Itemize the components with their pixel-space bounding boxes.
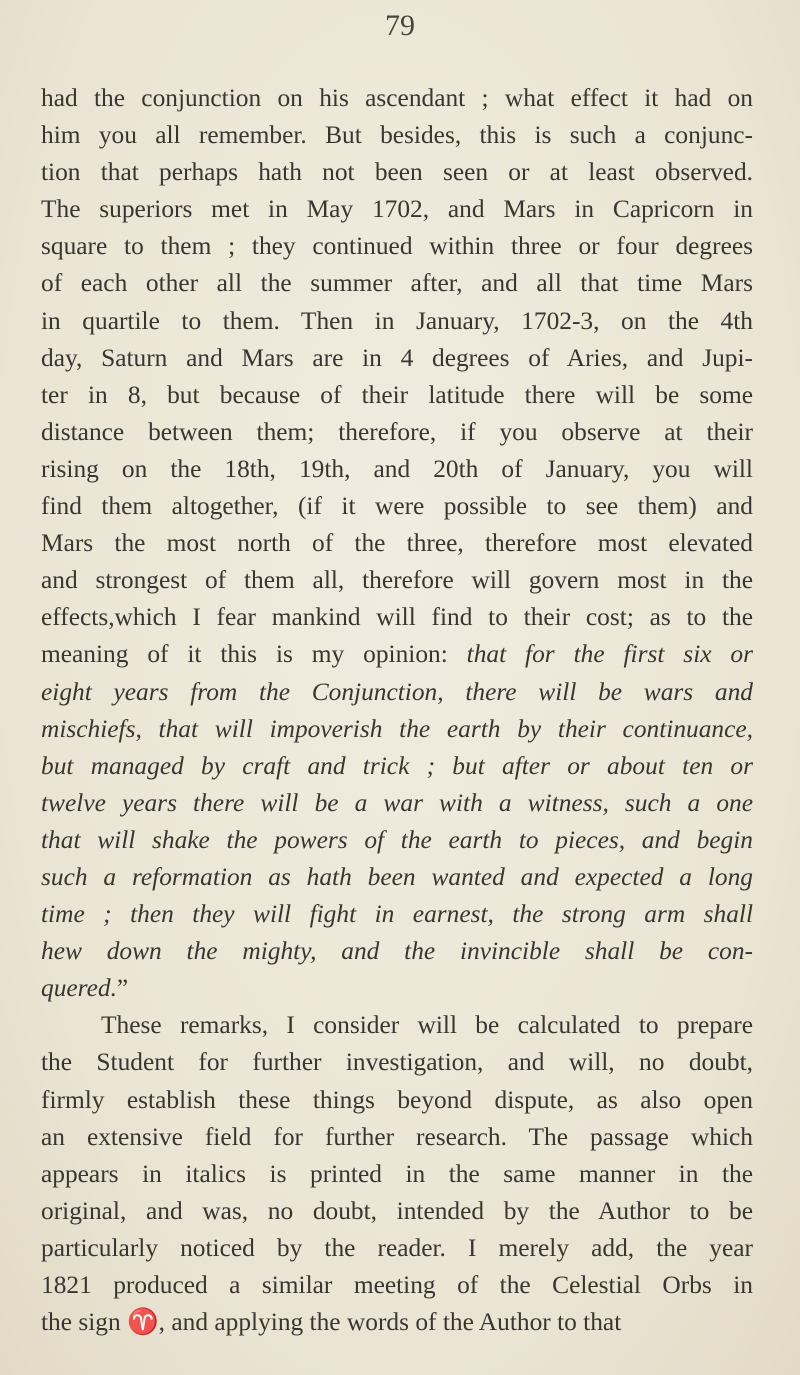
text-line <box>41 1156 753 1193</box>
text-line <box>41 265 753 302</box>
text-segment: distance between them; therefore, if you observe at their <box>41 417 753 446</box>
body-text <box>41 80 753 1341</box>
italic-text: such a reformation as hath been wanted and expected a long <box>41 862 753 891</box>
text-segment: him you all remember. But besides, this is such a conjunc- <box>41 121 753 150</box>
text-segment: rising on the 18th, 19th, and 20th of January, you will <box>41 454 753 483</box>
text-line <box>41 599 753 636</box>
text-segment: appears in italics is printed in the same manner in the <box>41 1159 753 1188</box>
text-segment: an extensive field for further research. The passage which <box>41 1122 753 1151</box>
text-line <box>41 1082 753 1119</box>
page-number: 79 <box>385 9 415 42</box>
italic-text: eight years from the Conjunction, there will be wars and <box>41 677 753 706</box>
text-segment: effects,which I fear mankind will find to their cost; as to the <box>41 603 753 632</box>
text-segment: particularly noticed by the reader. I merely add, the year <box>41 1233 753 1262</box>
text-line <box>41 1267 753 1304</box>
text-line <box>41 451 753 488</box>
text-segment: original, and was, no doubt, intended by the Author to be <box>41 1196 753 1225</box>
text-line <box>41 228 753 265</box>
text-line <box>41 636 753 673</box>
text-line <box>41 1119 753 1156</box>
text-line <box>41 562 753 599</box>
text-line <box>41 80 753 117</box>
italic-text: twelve years there will be a war with a witness, such a one <box>41 788 753 817</box>
text-line <box>41 1304 753 1341</box>
text-line <box>41 1230 753 1267</box>
text-segment: square to them ; they continued within three or four degrees <box>41 232 753 261</box>
text-segment: tion that perhaps hath not been seen or at least observed. <box>41 158 753 187</box>
text-line <box>41 822 753 859</box>
italic-text: quered. <box>41 974 117 1003</box>
text-line <box>41 785 753 822</box>
text-segment: day, Saturn and Mars are in 4 degrees of Aries, and Jupi- <box>41 343 753 372</box>
text-segment: These remarks, I consider will be calculated to prepare <box>101 1011 753 1040</box>
text-line <box>41 525 753 562</box>
italic-text: mischiefs, that will impoverish the earth by their continuance, <box>41 714 753 743</box>
text-line <box>41 859 753 896</box>
text-line <box>41 154 753 191</box>
text-line <box>41 674 753 711</box>
italic-text: that for the first six or <box>466 640 753 669</box>
text-line <box>41 303 753 340</box>
text-segment: and strongest of them all, therefore will govern most in the <box>41 566 753 595</box>
text-segment: of each other all the summer after, and all that time Mars <box>41 269 753 298</box>
text-line <box>41 340 753 377</box>
italic-text: but managed by craft and trick ; but after or about ten or <box>41 751 753 780</box>
text-segment: ” <box>116 974 129 1003</box>
text-line <box>41 117 753 154</box>
text-line <box>41 414 753 451</box>
text-line <box>41 933 753 970</box>
text-segment: the sign ♈, and applying the words of the Author to that <box>41 1308 622 1337</box>
text-segment: had the conjunction on his ascendant ; what effect it had on <box>41 84 753 112</box>
text-segment: Mars the most north of the three, therefore most elevated <box>41 529 753 558</box>
text-line <box>41 1007 753 1044</box>
text-line <box>41 711 753 748</box>
text-line <box>41 1193 753 1230</box>
text-line <box>41 488 753 525</box>
text-segment: 1821 produced a similar meeting of the Celestial Orbs in <box>41 1271 753 1299</box>
text-line <box>41 1044 753 1081</box>
text-segment: in quartile to them. Then in January, 1702-3, on the 4th <box>41 306 753 335</box>
text-line <box>41 748 753 785</box>
text-segment: the Student for further investigation, and will, no doubt, <box>41 1048 753 1077</box>
italic-text: hew down the mighty, and the invincible shall be con- <box>41 937 753 966</box>
text-segment: ter in 8, but because of their latitude there will be some <box>41 380 753 409</box>
text-line <box>41 377 753 414</box>
text-line <box>41 970 753 1007</box>
text-line <box>41 896 753 933</box>
text-segment: firmly establish these things beyond dispute, as also open <box>41 1085 753 1114</box>
text-segment: The superiors met in May 1702, and Mars in Capricorn in <box>41 195 753 224</box>
text-segment: meaning of it this is my opinion: <box>41 640 467 669</box>
text-line <box>41 191 753 228</box>
italic-text: that will shake the powers of the earth to pieces, and begin <box>41 825 753 854</box>
italic-text: time ; then they will fight in earnest, the strong arm shall <box>41 900 753 929</box>
text-segment: find them altogether, (if it were possible to see them) and <box>41 492 753 521</box>
